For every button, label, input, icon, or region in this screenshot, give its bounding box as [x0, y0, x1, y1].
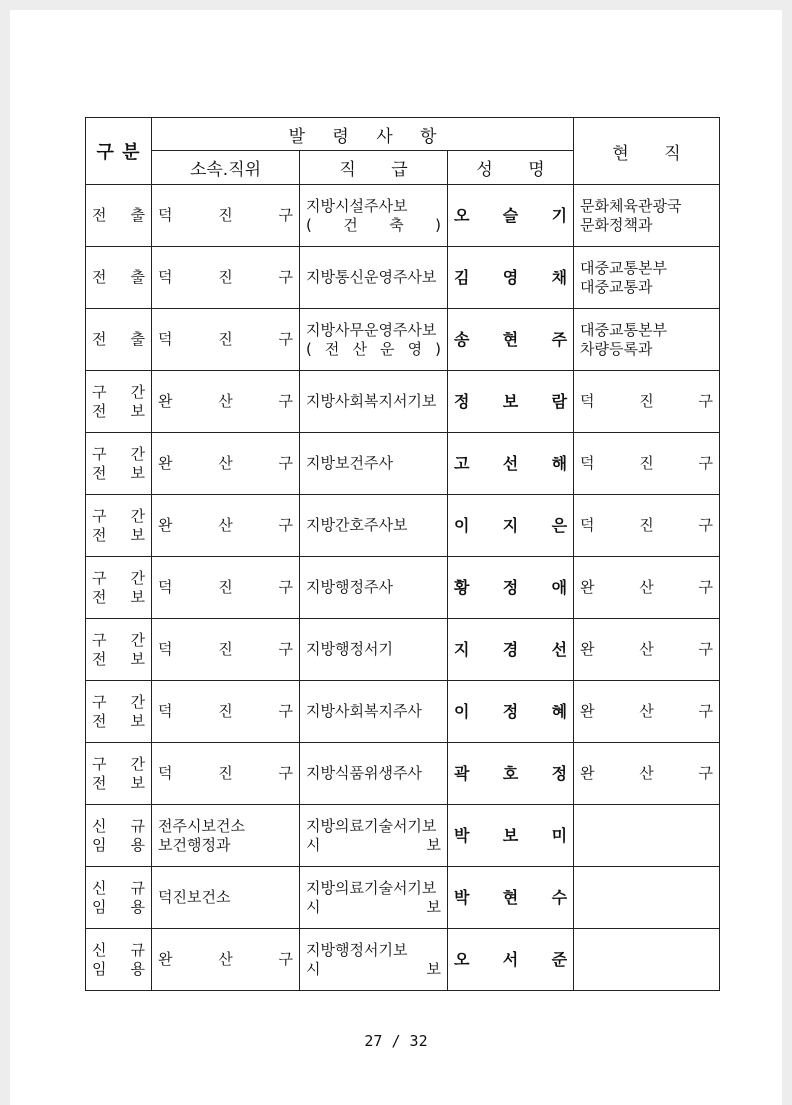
affil-line: 덕진보건소: [158, 888, 231, 906]
name-cell: [448, 619, 574, 681]
type-cell: [86, 557, 152, 619]
affil-line: 덕 진 구: [158, 640, 293, 658]
current-line: 대중교통본부: [580, 258, 667, 277]
type-line: 임 용: [92, 835, 145, 854]
affil-cell: [152, 805, 300, 867]
type-line: 구 간: [92, 692, 145, 711]
affil-line: 완 산 구: [158, 516, 293, 534]
table-row: [86, 247, 720, 309]
rank-line: ( 건 축 ): [306, 215, 441, 234]
affil-cell: [152, 619, 300, 681]
name-cell: [448, 247, 574, 309]
affil-cell: [152, 371, 300, 433]
current-line: 완 산 구: [580, 764, 714, 782]
rank-line: 지방의료기술서기보: [306, 816, 437, 835]
affil-cell: [152, 185, 300, 247]
header-rank: 직 급: [300, 151, 448, 185]
type-cell: [86, 309, 152, 371]
table-row: [86, 805, 720, 867]
current-cell: [574, 371, 720, 433]
affil-line: 덕 진 구: [158, 206, 293, 224]
affil-cell: [152, 743, 300, 805]
type-cell: [86, 185, 152, 247]
rank-cell: [300, 247, 448, 309]
type-line: 신 규: [92, 816, 145, 835]
rank-cell: [300, 867, 448, 929]
current-line: 완 산 구: [580, 702, 714, 720]
type-line: 전 보: [92, 525, 145, 544]
current-cell: [574, 681, 720, 743]
type-line: 전 보: [92, 587, 145, 606]
affil-cell: [152, 309, 300, 371]
name-text: 오 서 준: [454, 950, 568, 969]
name-cell: [448, 681, 574, 743]
rank-line: 지방사무운영주사보: [306, 320, 437, 339]
name-text: 박 현 수: [454, 888, 568, 907]
document-page: [10, 10, 782, 1105]
rank-cell: [300, 619, 448, 681]
rank-cell: [300, 929, 448, 991]
type-line: 구 간: [92, 444, 145, 463]
header-title: 발 령 사 항: [152, 118, 574, 151]
name-cell: [448, 309, 574, 371]
current-cell: [574, 805, 720, 867]
table-row: [86, 557, 720, 619]
rank-cell: [300, 743, 448, 805]
type-line: 전 보: [92, 401, 145, 420]
type-line: 전 보: [92, 711, 145, 730]
affil-cell: [152, 247, 300, 309]
rank-cell: [300, 371, 448, 433]
type-line: 신 규: [92, 878, 145, 897]
name-text: 박 보 미: [454, 826, 568, 845]
table-row: [86, 743, 720, 805]
type-line: 전 출: [92, 206, 145, 224]
table-row: [86, 681, 720, 743]
type-line: 구 간: [92, 630, 145, 649]
name-text: 황 정 애: [454, 578, 568, 597]
type-line: 구 간: [92, 754, 145, 773]
current-cell: [574, 495, 720, 557]
affil-line: 덕 진 구: [158, 330, 293, 348]
type-line: 구 간: [92, 382, 145, 401]
current-line: 완 산 구: [580, 578, 714, 596]
type-line: 임 용: [92, 897, 145, 916]
table-row: [86, 495, 720, 557]
affil-cell: [152, 867, 300, 929]
name-cell: [448, 495, 574, 557]
current-line: 대중교통본부: [580, 320, 667, 339]
table-row: [86, 309, 720, 371]
rank-line: 지방의료기술서기보: [306, 878, 437, 897]
current-cell: [574, 247, 720, 309]
type-cell: [86, 247, 152, 309]
type-cell: [86, 743, 152, 805]
rank-line: 지방행정서기보: [306, 940, 408, 959]
affil-cell: [152, 433, 300, 495]
table-row: [86, 867, 720, 929]
name-cell: [448, 743, 574, 805]
rank-line: 지방행정서기: [306, 640, 393, 658]
name-text: 고 선 해: [454, 454, 568, 473]
current-cell: [574, 619, 720, 681]
type-line: 전 보: [92, 773, 145, 792]
table-row: [86, 929, 720, 991]
current-cell: [574, 557, 720, 619]
affil-line: 전주시보건소: [158, 816, 245, 835]
type-line: 전 출: [92, 330, 145, 348]
current-cell: [574, 309, 720, 371]
rank-line: 지방통신운영주사보: [306, 268, 437, 286]
type-cell: [86, 681, 152, 743]
rank-line: 지방식품위생주사: [306, 764, 422, 782]
rank-line: ( 전 산 운 영 ): [306, 339, 441, 358]
affil-line: 덕 진 구: [158, 702, 293, 720]
header-gubun: 구 분: [86, 118, 152, 185]
type-line: 신 규: [92, 940, 145, 959]
page-number: 27 / 32: [364, 1032, 428, 1050]
name-cell: [448, 557, 574, 619]
type-cell: [86, 619, 152, 681]
rank-line: 지방사회복지주사: [306, 702, 422, 720]
rank-cell: [300, 495, 448, 557]
current-cell: [574, 185, 720, 247]
type-line: 전 보: [92, 649, 145, 668]
current-line: 덕 진 구: [580, 454, 714, 472]
type-cell: [86, 495, 152, 557]
current-line: 완 산 구: [580, 640, 714, 658]
rank-line: 시 보: [306, 835, 441, 854]
type-cell: [86, 805, 152, 867]
current-cell: [574, 867, 720, 929]
rank-cell: [300, 805, 448, 867]
type-cell: [86, 867, 152, 929]
rank-cell: [300, 433, 448, 495]
rank-line: 시 보: [306, 959, 441, 978]
table-row: [86, 371, 720, 433]
current-cell: [574, 433, 720, 495]
affil-line: 완 산 구: [158, 454, 293, 472]
name-cell: [448, 433, 574, 495]
name-cell: [448, 867, 574, 929]
affil-cell: [152, 495, 300, 557]
type-line: 구 간: [92, 506, 145, 525]
name-text: 곽 호 정: [454, 764, 568, 783]
table-row: [86, 185, 720, 247]
name-text: 이 정 혜: [454, 702, 568, 721]
affil-line: 완 산 구: [158, 392, 293, 410]
rank-line: 지방사회복지서기보: [306, 392, 437, 410]
current-cell: [574, 743, 720, 805]
type-cell: [86, 433, 152, 495]
type-line: 임 용: [92, 959, 145, 978]
name-text: 이 지 은: [454, 516, 568, 535]
type-line: 구 간: [92, 568, 145, 587]
current-cell: [574, 929, 720, 991]
header-current: 현 직: [574, 118, 720, 185]
name-cell: [448, 185, 574, 247]
affil-line: 완 산 구: [158, 950, 293, 968]
name-cell: [448, 805, 574, 867]
type-cell: [86, 929, 152, 991]
current-line: 대중교통과: [580, 277, 653, 296]
affil-line: 덕 진 구: [158, 764, 293, 782]
affil-line: 덕 진 구: [158, 578, 293, 596]
current-line: 덕 진 구: [580, 516, 714, 534]
type-line: 전 출: [92, 268, 145, 286]
affil-line: 보건행정과: [158, 835, 231, 854]
current-line: 문화체육관광국: [580, 196, 682, 215]
rank-line: 지방행정주사: [306, 578, 393, 596]
name-text: 정 보 람: [454, 392, 568, 411]
type-line: 전 보: [92, 463, 145, 482]
name-text: 김 영 채: [454, 268, 568, 287]
header-name: 성 명: [448, 151, 574, 185]
rank-line: 지방보건주사: [306, 454, 393, 472]
name-text: 지 경 선: [454, 640, 568, 659]
affil-cell: [152, 681, 300, 743]
affil-line: 덕 진 구: [158, 268, 293, 286]
rank-cell: [300, 557, 448, 619]
header-affil: 소속.직위: [152, 151, 300, 185]
rank-line: 시 보: [306, 897, 441, 916]
current-line: 차량등록과: [580, 339, 653, 358]
type-cell: [86, 371, 152, 433]
rank-cell: [300, 681, 448, 743]
rank-line: 지방시설주사보: [306, 196, 408, 215]
name-text: 오 슬 기: [454, 206, 568, 225]
name-text: 송 현 주: [454, 330, 568, 349]
rank-line: 지방간호주사보: [306, 516, 408, 534]
table-row: [86, 433, 720, 495]
name-cell: [448, 929, 574, 991]
rank-cell: [300, 185, 448, 247]
current-line: 문화정책과: [580, 215, 653, 234]
current-line: 덕 진 구: [580, 392, 714, 410]
affil-cell: [152, 557, 300, 619]
rank-cell: [300, 309, 448, 371]
name-cell: [448, 371, 574, 433]
affil-cell: [152, 929, 300, 991]
table-row: [86, 619, 720, 681]
personnel-order-table: [85, 117, 720, 991]
